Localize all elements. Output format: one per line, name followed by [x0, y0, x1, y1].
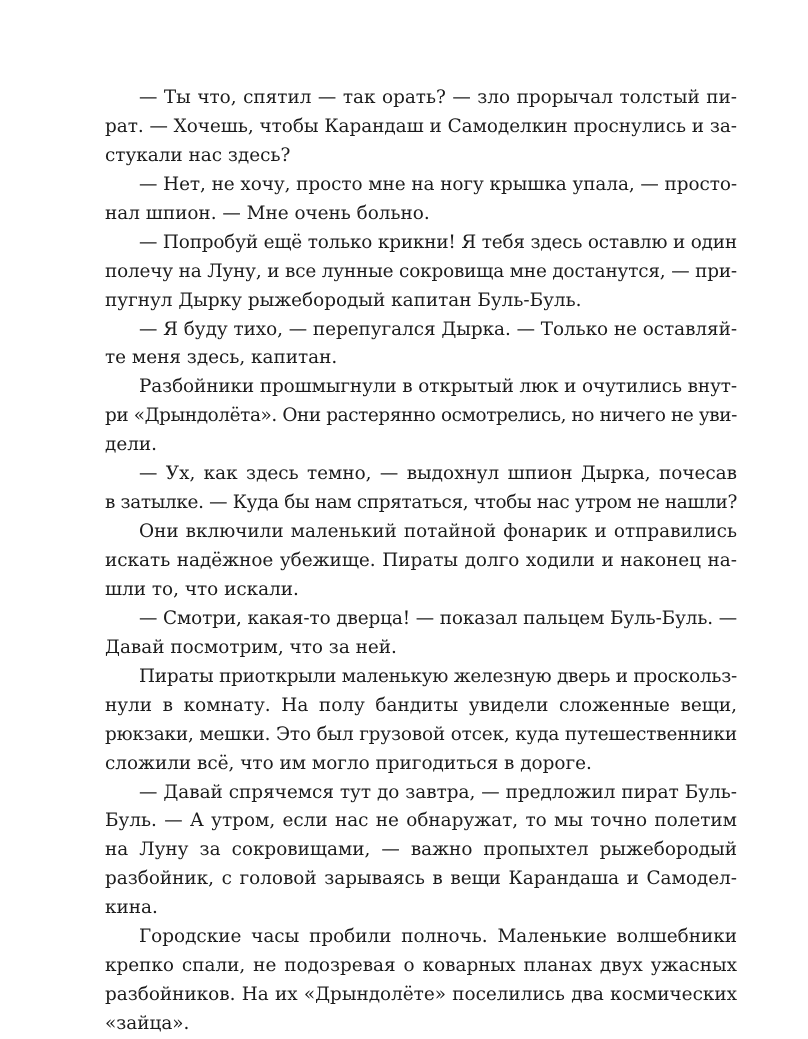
page-text: [105, 84, 737, 1039]
text-line: в затылке. — Куда бы нам спрятаться, чтобы нас утром не нашли?: [105, 492, 737, 514]
text-line: стукали нас здесь?: [105, 144, 291, 166]
text-line: Пираты приоткрыли маленькую железную дверь и проскольз-: [139, 665, 737, 687]
text-line: Буль. — А утром, если нас не обнаружат, то мы точно полетим: [105, 810, 737, 832]
text-line: Разбойники прошмыгнули в открытый люк и очутились внут-: [139, 376, 737, 398]
text-line: нал шпион. — Мне очень больно.: [105, 202, 430, 224]
text-line: полечу на Луну, и все лунные сокровища мне достанутся, — при-: [105, 260, 737, 282]
text-line: разбойников. На их «Дрындолёте» поселились два космических: [105, 984, 737, 1006]
text-line: рат. — Хочешь, чтобы Карандаш и Самоделкин проснулись и за-: [105, 115, 737, 137]
text-line: «зайца».: [105, 1013, 190, 1034]
text-line: искать надёжное убежище. Пираты долго ходили и наконец на-: [105, 550, 737, 571]
text-line: пугнул Дырку рыжебородый капитан Буль-Буль.: [105, 289, 582, 311]
text-line: — Смотри, какая-то дверца! — показал пальцем Буль-Буль. —: [139, 607, 737, 629]
text-line: Городские часы пробили полночь. Маленькие волшебники: [139, 926, 737, 948]
text-line: — Я буду тихо, — перепугался Дырка. — Только не оставляй-: [139, 318, 737, 340]
text-line: Они включили маленький потайной фонарик и отправились: [139, 521, 737, 543]
text-line: крепко спали, не подозревая о коварных планах двух ужасных: [105, 955, 737, 977]
text-line: дели.: [105, 434, 157, 456]
text-line: рюкзаки, мешки. Это был грузовой отсек, куда путешественники: [105, 723, 737, 745]
text-line: сложили всё, что им могло пригодиться в дороге.: [105, 752, 592, 774]
text-line: разбойник, с головой зарываясь в вещи Карандаша и Самодел-: [105, 868, 737, 890]
text-line: шли то, что искали.: [105, 578, 299, 600]
text-line: — Попробуй ещё только крикни! Я тебя здесь оставлю и один: [139, 231, 737, 253]
text-line: на Луну за сокровищами, — важно пропыхтел рыжебородый: [105, 839, 737, 861]
text-line: нули в комнату. На полу бандиты увидели сложенные вещи,: [105, 694, 737, 716]
text-line: — Давай спрячемся тут до завтра, — предложил пират Буль-: [139, 781, 737, 803]
text-line: — Нет, не хочу, просто мне на ногу крышка упала, — просто-: [139, 173, 737, 195]
text-line: ри «Дрындолёта». Они растерянно осмотрелись, но ничего не уви-: [105, 405, 737, 427]
text-line: — Ты что, спятил — так орать? — зло прорычал толстый пи-: [139, 87, 737, 108]
text-line: — Ух, как здесь темно, — выдохнул шпион Дырка, почесав: [139, 463, 737, 485]
text-line: Давай посмотрим, что за ней.: [105, 636, 397, 658]
text-line: кина.: [105, 897, 158, 919]
text-line: те меня здесь, капитан.: [105, 347, 338, 369]
